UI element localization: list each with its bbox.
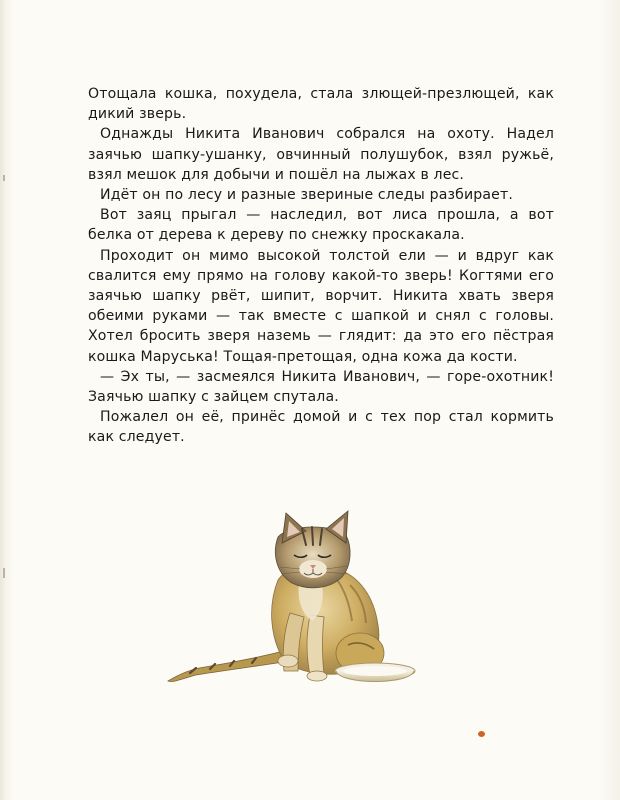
bowl: [335, 663, 415, 682]
paragraph: Проходит он мимо высокой толстой ели — и вдруг как свалится ему прямо на голову какой-то зверь! Когтями его заячью шапку рвёт, шипит, ворчит. Никита хвать зверя обеими руками — так вместе с шапкой и снял с головы. Хотел бросить зверя наземь — глядит: да это его пёстрая кошка Маруська! Тощая-претощая, одна кожа да кости.: [88, 247, 554, 365]
page-edge-mark: [3, 568, 5, 578]
page-edge-mark: [3, 175, 5, 181]
paragraph: Однажды Никита Иванович собрался на охоту. Надел заячью шапку-ушанку, овчинный полушубок, взял ружьё, взял мешок для добычи и пошёл на лыжах в лес.: [88, 126, 554, 183]
paragraph: Пожалел он её, принёс домой и с тех пор стал кормить как следует.: [88, 409, 554, 446]
cat-front-leg: [307, 615, 324, 675]
paragraph: — Эх ты, — засмеялся Никита Иванович, — горе-охотник! Заячью шапку с зайцем спутала.: [88, 368, 554, 406]
paragraph: Вот заяц прыгал — наследил, вот лиса прошла, а вот белка от дерева к дереву по снежку проскакала.: [88, 207, 554, 244]
paragraph: Идёт он по лесу и разные звериные следы разбирает.: [100, 187, 513, 204]
paint-speck: [478, 731, 485, 737]
story-text: [88, 84, 554, 448]
paragraph: Отощала кошка, похудела, стала злющей-презлющей, как дикий зверь.: [88, 86, 554, 123]
cat-illustration: [160, 485, 460, 695]
